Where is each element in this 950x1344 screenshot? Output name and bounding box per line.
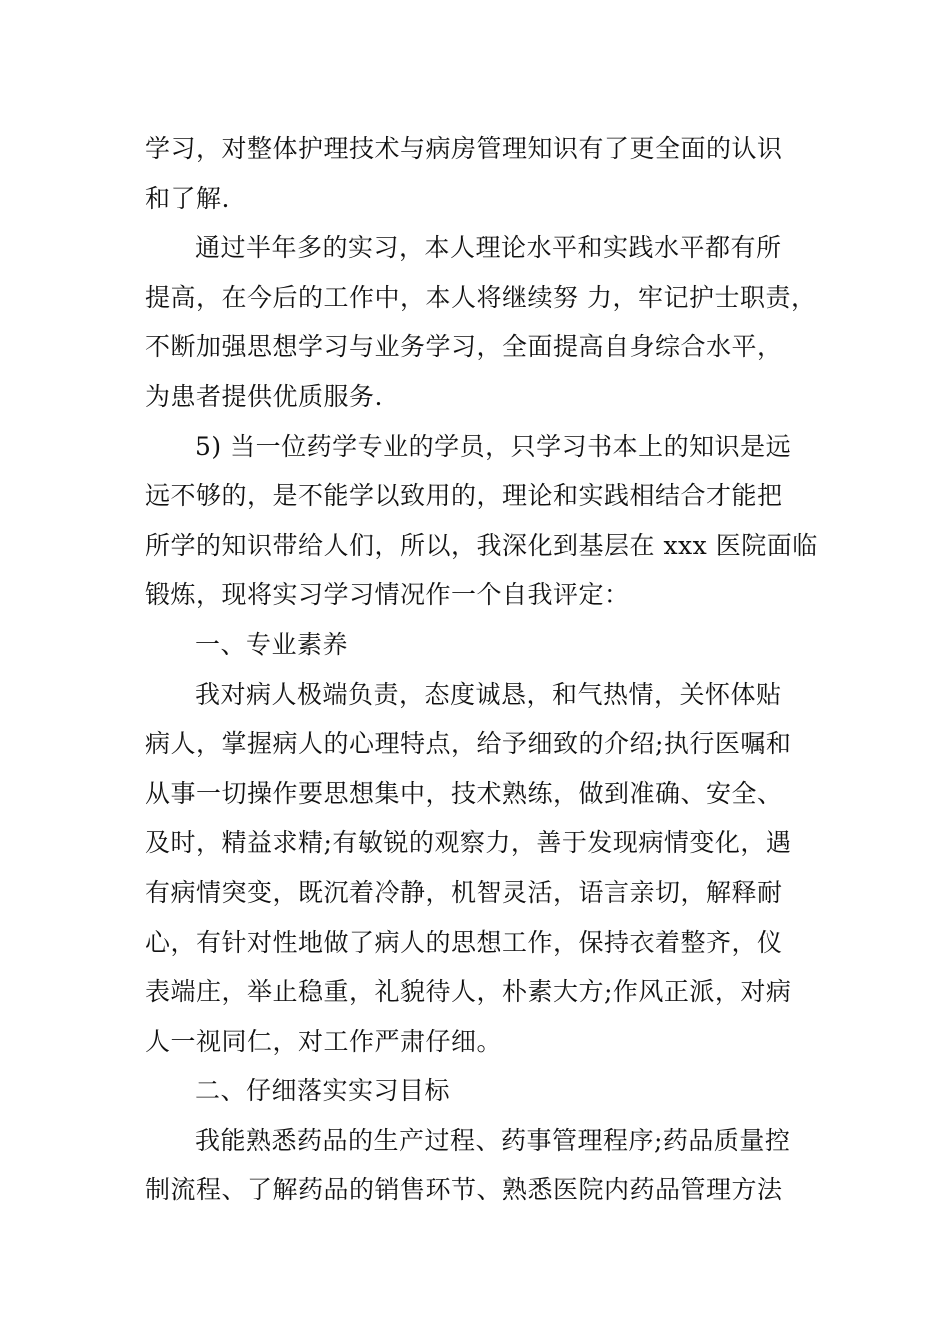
text-line: 为患者提供优质服务. <box>145 381 383 411</box>
text-line: 从事一切操作要思想集中，技术熟练，做到准确、安全、 <box>145 778 783 808</box>
document-page <box>145 124 818 1215</box>
text-line: 人一视同仁，对工作严肃仔细。 <box>145 1026 503 1056</box>
text-line: 及时，精益求精;有敏锐的观察力，善于发现病情变化，遇 <box>145 828 792 858</box>
text-line: 制流程、了解药品的销售环节、熟悉医院内药品管理方法 <box>145 1175 783 1205</box>
text-line: 所学的知识带给人们，所以，我深化到基层在 xxx 医院面临 <box>145 530 818 560</box>
paragraph-start-line: 通过半年多的实习，本人理论水平和实践水平都有所 <box>195 233 782 263</box>
paragraph-start-line: 5) 当一位药学专业的学员，只学习书本上的知识是远 <box>195 431 792 461</box>
text-line: 不断加强思想学习与业务学习，全面提高自身综合水平， <box>145 332 783 362</box>
text-line: 远不够的，是不能学以致用的，理论和实践相结合才能把 <box>145 481 783 511</box>
text-line: 心，有针对性地做了病人的思想工作，保持衣着整齐，仪 <box>145 927 783 957</box>
text-line: 病人，掌握病人的心理特点，给予细致的介绍;执行医嘱和 <box>145 729 792 759</box>
text-line: 学习，对整体护理技术与病房管理知识有了更全面的认识 <box>145 134 783 163</box>
section-heading: 一、专业素养 <box>195 629 349 659</box>
text-line: 表端庄，举止稳重，礼貌待人，朴素大方;作风正派，对病 <box>145 977 792 1007</box>
section-heading: 二、仔细落实实习目标 <box>195 1076 451 1106</box>
paragraph-start-line: 我能熟悉药品的生产过程、药事管理程序;药品质量控 <box>195 1125 791 1155</box>
paragraph-start-line: 我对病人极端负责，态度诚恳，和气热情，关怀体贴 <box>195 679 782 709</box>
text-line: 有病情突变，既沉着冷静，机智灵活，语言亲切，解释耐 <box>145 877 783 907</box>
text-line: 和了解. <box>145 183 230 213</box>
text-line: 锻炼，现将实习学习情况作一个自我评定： <box>145 580 630 610</box>
text-line: 提高，在今后的工作中，本人将继续努 力，牢记护士职责， <box>145 282 817 312</box>
